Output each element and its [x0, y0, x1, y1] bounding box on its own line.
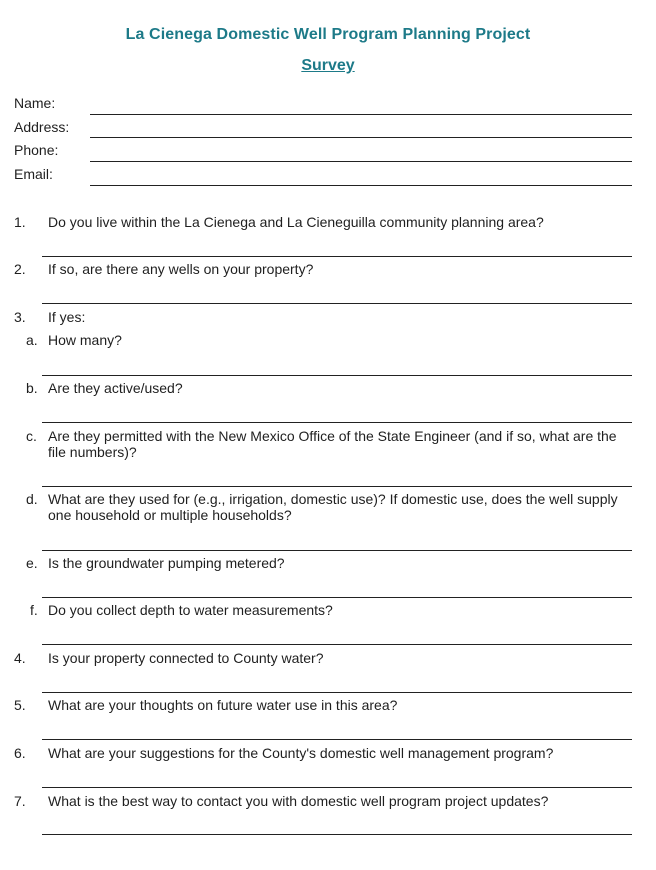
phone-field[interactable]: [90, 161, 632, 162]
subquestion-letter: a.: [26, 332, 38, 348]
question-number: 4.: [14, 650, 26, 666]
address-label: Address:: [14, 119, 70, 135]
question-text: Is the groundwater pumping metered?: [48, 555, 285, 571]
question-number: 3.: [14, 309, 26, 325]
question-text: What is the best way to contact you with domestic well program project updates?: [48, 793, 549, 809]
email-field[interactable]: [90, 185, 632, 186]
email-label: Email:: [14, 166, 53, 182]
subquestion-letter: d.: [26, 491, 38, 507]
question-number: 6.: [14, 745, 26, 761]
phone-label: Phone:: [14, 142, 59, 158]
name-label: Name:: [14, 95, 56, 111]
subquestion-letter: c.: [26, 428, 37, 444]
answer-line-7[interactable]: [42, 834, 632, 835]
subquestion-letter: f.: [30, 602, 38, 618]
answer-line-4[interactable]: [42, 692, 632, 693]
question-text: Are they permitted with the New Mexico Office of the State Engineer (and if so, what are the file numbers)?: [48, 428, 617, 460]
survey-title: La Cienega Domestic Well Program Planning Project: [125, 26, 531, 43]
question-text: If yes:: [48, 309, 86, 325]
survey-subtitle: Survey: [301, 57, 355, 74]
answer-line-3d[interactable]: [42, 550, 632, 551]
question-text: How many?: [48, 332, 122, 348]
question-text: Do you live within the La Cienega and La Cieneguilla community planning area?: [48, 214, 544, 230]
answer-line-2[interactable]: [42, 303, 632, 304]
subquestion-letter: e.: [26, 555, 38, 571]
address-field[interactable]: [90, 137, 632, 138]
answer-line-5[interactable]: [42, 739, 632, 740]
answer-line-1[interactable]: [42, 256, 632, 257]
question-text: If so, are there any wells on your property?: [48, 261, 314, 277]
answer-line-3e[interactable]: [42, 597, 632, 598]
question-text: Are they active/used?: [48, 380, 183, 396]
question-text: What are they used for (e.g., irrigation, domestic use)? If domestic use, does the well supply one household or multiple households?: [48, 491, 618, 523]
answer-line-3b[interactable]: [42, 422, 632, 423]
answer-line-3c[interactable]: [42, 486, 632, 487]
question-number: 5.: [14, 697, 26, 713]
question-number: 2.: [14, 261, 26, 277]
question-number: 7.: [14, 793, 26, 809]
question-number: 1.: [14, 214, 26, 230]
answer-line-3f[interactable]: [42, 644, 632, 645]
answer-line-6[interactable]: [42, 787, 632, 788]
answer-line-3a[interactable]: [42, 375, 632, 376]
name-field[interactable]: [90, 114, 632, 115]
question-text: What are your thoughts on future water use in this area?: [48, 697, 398, 713]
subquestion-letter: b.: [26, 380, 38, 396]
question-text: Is your property connected to County water?: [48, 650, 324, 666]
question-text: Do you collect depth to water measurements?: [48, 602, 333, 618]
question-text: What are your suggestions for the County's domestic well management program?: [48, 745, 554, 761]
